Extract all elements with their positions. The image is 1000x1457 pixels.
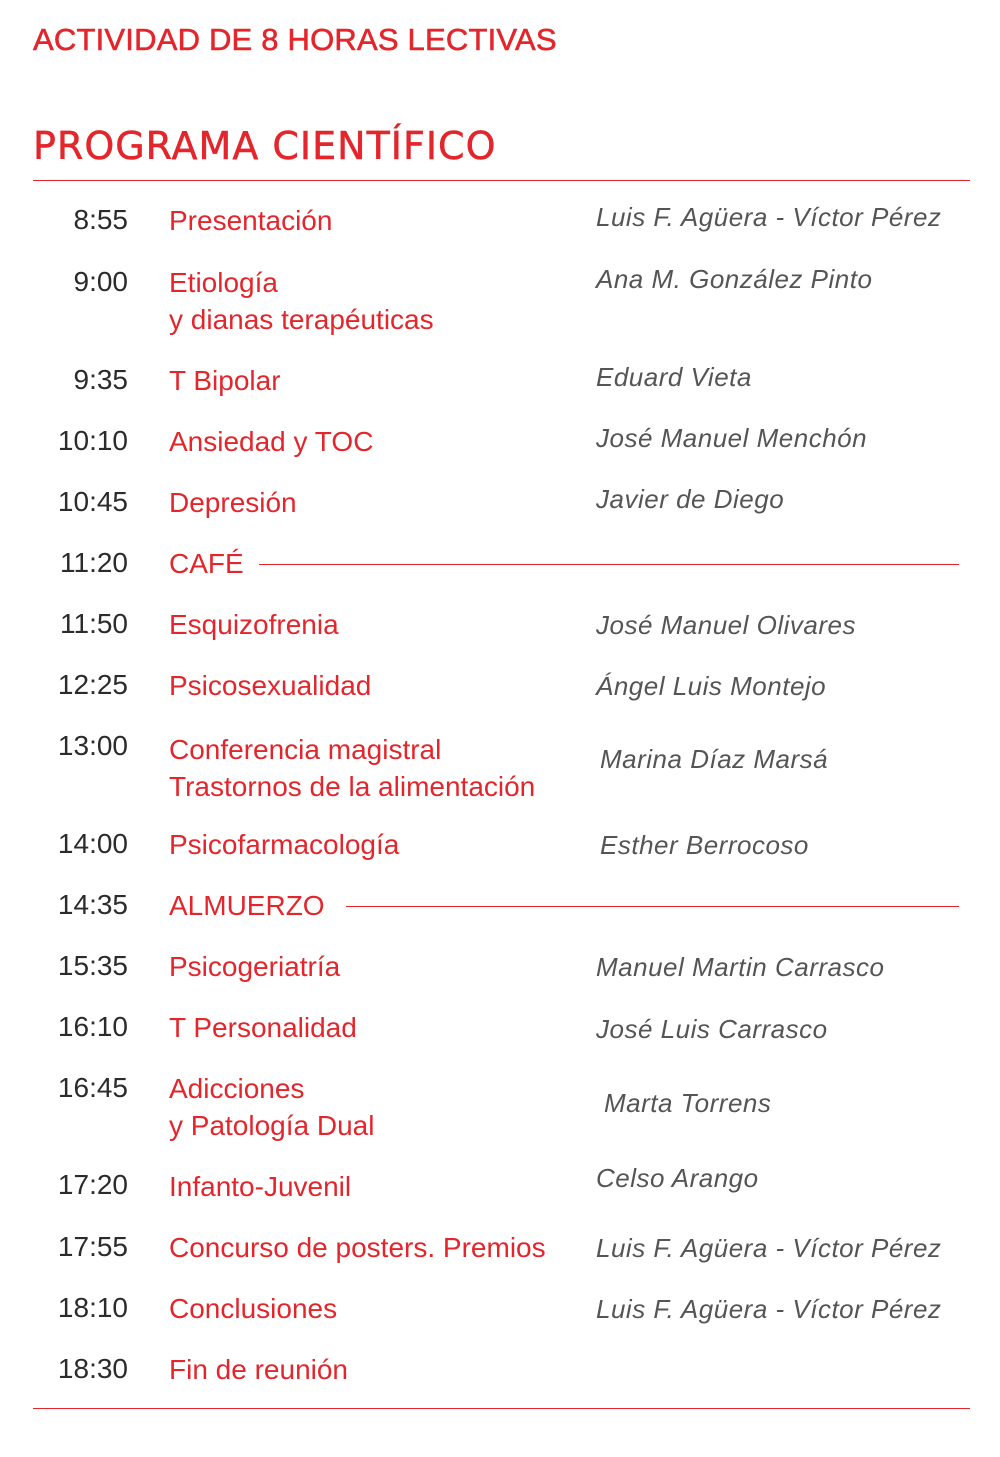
session-speaker: Luis F. Agüera - Víctor Pérez xyxy=(596,1233,942,1263)
session-speaker: Marina Díaz Marsá xyxy=(600,744,829,774)
session-speaker: José Manuel Menchón xyxy=(596,423,868,453)
session-time: 12:25 xyxy=(57,669,128,700)
break-label: CAFÉ xyxy=(169,548,244,579)
session-time: 10:45 xyxy=(57,486,128,517)
session-time: 16:45 xyxy=(57,1072,128,1103)
session-time: 18:30 xyxy=(57,1353,128,1384)
session-speaker: Luis F. Agüera - Víctor Pérez xyxy=(596,202,942,232)
session-speaker: Eduard Vieta xyxy=(596,362,752,392)
session-topic-line2: y dianas terapéuticas xyxy=(169,304,434,335)
session-time: 15:35 xyxy=(57,950,128,981)
session-topic: Depresión xyxy=(169,487,297,518)
session-topic: Adicciones xyxy=(169,1073,305,1104)
session-time: 18:10 xyxy=(57,1292,128,1323)
session-speaker: Celso Arango xyxy=(596,1163,759,1193)
session-topic: Concurso de posters. Premios xyxy=(169,1232,546,1263)
session-time: 17:20 xyxy=(57,1169,128,1200)
break-label: ALMUERZO xyxy=(169,890,325,921)
session-topic: Psicosexualidad xyxy=(169,670,372,701)
session-speaker: Ana M. González Pinto xyxy=(596,264,873,294)
session-time: 14:00 xyxy=(57,828,128,859)
program-title: PROGRAMA CIENTÍFICO xyxy=(33,124,497,168)
session-speaker: José Manuel Olivares xyxy=(596,610,856,640)
session-topic: Psicogeriatría xyxy=(169,951,341,982)
session-topic: Conferencia magistral xyxy=(169,734,442,765)
session-speaker: Javier de Diego xyxy=(596,484,785,514)
session-speaker: Ángel Luis Montejo xyxy=(596,671,827,701)
session-time: 14:35 xyxy=(57,889,128,920)
session-time: 9:00 xyxy=(73,266,128,297)
top-divider xyxy=(33,180,970,181)
session-topic: Fin de reunión xyxy=(169,1354,349,1385)
session-topic-line2: Trastornos de la alimentación xyxy=(169,771,536,802)
session-speaker: José Luis Carrasco xyxy=(596,1014,828,1044)
session-topic: Infanto-Juvenil xyxy=(169,1171,352,1202)
session-speaker: Esther Berrocoso xyxy=(600,830,809,860)
session-topic: Etiología xyxy=(169,267,278,298)
session-speaker: Marta Torrens xyxy=(604,1088,772,1118)
session-time: 11:50 xyxy=(60,608,128,639)
session-time: 13:00 xyxy=(57,730,128,761)
break-divider xyxy=(346,906,959,907)
session-topic: Presentación xyxy=(169,205,333,236)
session-topic: Conclusiones xyxy=(169,1293,338,1324)
session-time: 8:55 xyxy=(73,204,128,235)
session-speaker: Luis F. Agüera - Víctor Pérez xyxy=(596,1294,942,1324)
session-time: 10:10 xyxy=(57,425,128,456)
session-topic: Ansiedad y TOC xyxy=(169,426,374,457)
session-topic-line2: y Patología Dual xyxy=(169,1110,375,1141)
session-speaker: Manuel Martin Carrasco xyxy=(596,952,885,982)
break-divider xyxy=(259,564,959,565)
session-time: 11:20 xyxy=(60,547,128,578)
session-time: 16:10 xyxy=(57,1011,128,1042)
session-topic: Psicofarmacología xyxy=(169,829,400,860)
session-topic: T Personalidad xyxy=(169,1012,357,1043)
session-topic: Esquizofrenia xyxy=(169,609,339,640)
session-time: 17:55 xyxy=(57,1231,128,1262)
activity-hours-header: ACTIVIDAD DE 8 HORAS LECTIVAS xyxy=(33,22,557,57)
session-time: 9:35 xyxy=(73,364,128,395)
session-topic: T Bipolar xyxy=(169,365,281,396)
bottom-divider xyxy=(33,1408,970,1409)
